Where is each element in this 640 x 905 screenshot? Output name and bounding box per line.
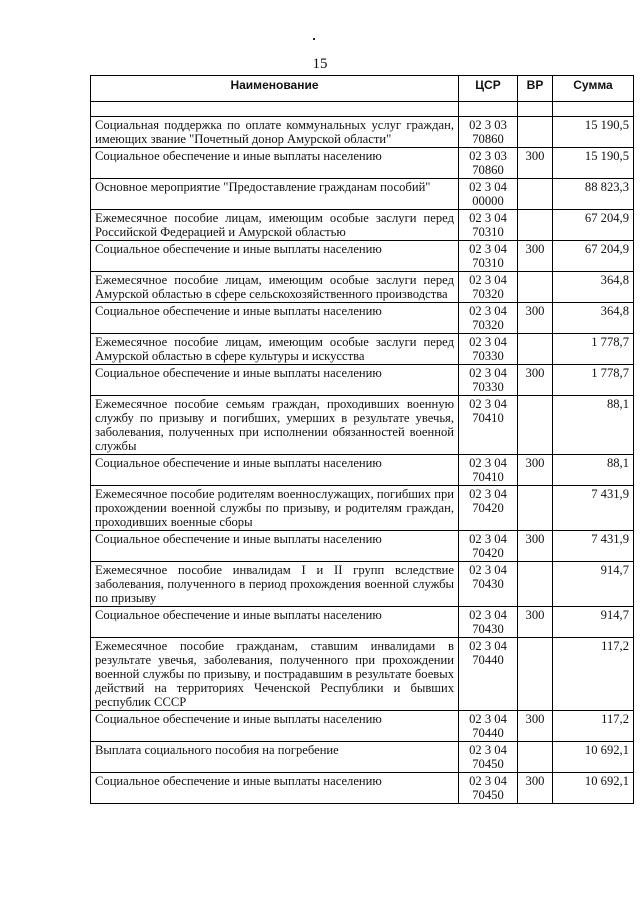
row-name: Социальное обеспечение и иные выплаты населению [91,148,459,179]
row-csr [459,241,518,272]
row-name: Социальное обеспечение и иные выплаты населению [91,365,459,396]
csr-code-part1: 02 3 04 [469,774,507,788]
row-csr [459,607,518,638]
row-name: Ежемесячное пособие семьям граждан, проходивших военную службу по призыву и погибших, умерших в результате увечья, заболевания, полученных при исполнении обязанностей военной службы [91,396,459,455]
row-name: Социальная поддержка по оплате коммунальных услуг граждан, имеющих звание "Почетный донор Амурской области" [91,117,459,148]
csr-code-part1: 02 3 04 [469,211,507,225]
csr-code-part1: 02 3 04 [469,456,507,470]
csr-code-part1: 02 3 04 [469,563,507,577]
row-sum: 15 190,5 [553,148,634,179]
row-vr: 300 [518,455,553,486]
header-csr: ЦСР [459,76,518,102]
csr-code-part1: 02 3 03 [469,118,507,132]
spacer-cell [553,102,634,117]
csr-code-part2: 70440 [472,726,504,740]
csr-code-part1: 02 3 04 [469,180,507,194]
row-vr: 300 [518,148,553,179]
table-spacer-row [91,102,634,117]
row-csr [459,773,518,804]
csr-code-part1: 02 3 04 [469,532,507,546]
row-csr [459,210,518,241]
row-csr [459,638,518,711]
row-sum: 1 778,7 [553,334,634,365]
row-sum: 10 692,1 [553,742,634,773]
csr-code-part1: 02 3 04 [469,397,507,411]
table-row [91,486,634,531]
csr-code-part2: 70310 [472,225,504,239]
row-name: Основное мероприятие "Предоставление гражданам пособий" [91,179,459,210]
table-row [91,742,634,773]
row-name: Ежемесячное пособие гражданам, ставшим инвалидами в результате увечья, заболевания, полученного при прохождении военной службы по призыву, и пострадавшим в результате боевых действий на территориях Чеченской Республики и бывших республик СССР [91,638,459,711]
row-sum: 7 431,9 [553,531,634,562]
row-sum: 364,8 [553,272,634,303]
csr-code-part2: 70330 [472,349,504,363]
row-name: Ежемесячное пособие лицам, имеющим особые заслуги перед Российской Федерацией и Амурской областью [91,210,459,241]
budget-table [90,75,634,804]
table-header-row [91,76,634,102]
row-vr: 300 [518,303,553,334]
row-sum: 117,2 [553,711,634,742]
header-name: Наименование [91,76,459,102]
row-vr [518,334,553,365]
row-csr [459,117,518,148]
row-vr: 300 [518,607,553,638]
row-sum: 67 204,9 [553,241,634,272]
table-row [91,334,634,365]
row-vr [518,742,553,773]
row-csr [459,272,518,303]
spacer-cell [459,102,518,117]
row-vr: 300 [518,711,553,742]
table-row [91,303,634,334]
csr-code-part1: 02 3 03 [469,149,507,163]
csr-code-part2: 70450 [472,788,504,802]
row-sum: 117,2 [553,638,634,711]
row-sum: 10 692,1 [553,773,634,804]
row-sum: 1 778,7 [553,365,634,396]
row-csr [459,148,518,179]
csr-code-part1: 02 3 04 [469,273,507,287]
csr-code-part2: 70440 [472,653,504,667]
row-sum: 914,7 [553,607,634,638]
header-vr: ВР [518,76,553,102]
row-vr: 300 [518,241,553,272]
row-vr: 300 [518,531,553,562]
csr-code-part2: 70310 [472,256,504,270]
row-csr [459,711,518,742]
row-vr: 300 [518,365,553,396]
table-row [91,562,634,607]
csr-code-part1: 02 3 04 [469,242,507,256]
csr-code-part2: 70320 [472,318,504,332]
csr-code-part1: 02 3 04 [469,487,507,501]
table-row [91,179,634,210]
csr-code-part1: 02 3 04 [469,639,507,653]
scan-dot [313,38,315,40]
row-name: Социальное обеспечение и иные выплаты населению [91,607,459,638]
page-number: 15 [312,56,328,72]
row-sum: 914,7 [553,562,634,607]
csr-code-part2: 00000 [472,194,504,208]
row-vr: 300 [518,773,553,804]
row-sum: 7 431,9 [553,486,634,531]
row-sum: 364,8 [553,303,634,334]
row-csr [459,531,518,562]
spacer-cell [518,102,553,117]
table-row [91,365,634,396]
csr-code-part1: 02 3 04 [469,743,507,757]
row-name: Социальное обеспечение и иные выплаты населению [91,455,459,486]
csr-code-part2: 70410 [472,411,504,425]
csr-code-part1: 02 3 04 [469,608,507,622]
table-row [91,241,634,272]
table-row [91,117,634,148]
csr-code-part2: 70860 [472,132,504,146]
row-csr [459,334,518,365]
row-csr [459,486,518,531]
table-body [91,102,634,804]
csr-code-part2: 70430 [472,577,504,591]
row-csr [459,365,518,396]
row-vr [518,179,553,210]
row-vr [518,486,553,531]
table-row [91,396,634,455]
row-name: Ежемесячное пособие лицам, имеющим особые заслуги перед Амурской областью в сфере сельскохозяйственного производства [91,272,459,303]
table-row [91,773,634,804]
row-vr [518,210,553,241]
csr-code-part2: 70450 [472,757,504,771]
csr-code-part2: 70320 [472,287,504,301]
row-name: Социальное обеспечение и иные выплаты населению [91,303,459,334]
row-csr [459,396,518,455]
row-vr [518,638,553,711]
table-row [91,531,634,562]
row-csr [459,742,518,773]
csr-code-part2: 70420 [472,501,504,515]
row-vr [518,117,553,148]
row-name: Социальное обеспечение и иные выплаты населению [91,711,459,742]
csr-code-part1: 02 3 04 [469,335,507,349]
row-csr [459,303,518,334]
row-vr [518,562,553,607]
row-name: Социальное обеспечение и иные выплаты населению [91,773,459,804]
row-vr [518,272,553,303]
row-name: Ежемесячное пособие родителям военнослужащих, погибших при прохождении военной службы по призыву, и родителям граждан, проходивших военные сборы [91,486,459,531]
table-row [91,210,634,241]
csr-code-part1: 02 3 04 [469,712,507,726]
csr-code-part2: 70330 [472,380,504,394]
csr-code-part1: 02 3 04 [469,366,507,380]
row-name: Ежемесячное пособие инвалидам I и II групп вследствие заболевания, полученного в период прохождения военной службы по призыву [91,562,459,607]
row-sum: 88 823,3 [553,179,634,210]
table-row [91,607,634,638]
csr-code-part2: 70410 [472,470,504,484]
header-sum: Сумма [553,76,634,102]
row-name: Выплата социального пособия на погребение [91,742,459,773]
row-name: Социальное обеспечение и иные выплаты населению [91,241,459,272]
row-vr [518,396,553,455]
spacer-cell [91,102,459,117]
row-sum: 88,1 [553,396,634,455]
csr-code-part1: 02 3 04 [469,304,507,318]
row-sum: 67 204,9 [553,210,634,241]
row-name: Ежемесячное пособие лицам, имеющим особые заслуги перед Амурской областью в сфере культуры и искусства [91,334,459,365]
row-csr [459,179,518,210]
table-row [91,272,634,303]
table-row [91,711,634,742]
row-name: Социальное обеспечение и иные выплаты населению [91,531,459,562]
row-sum: 15 190,5 [553,117,634,148]
table-row [91,148,634,179]
row-sum: 88,1 [553,455,634,486]
csr-code-part2: 70430 [472,622,504,636]
csr-code-part2: 70860 [472,163,504,177]
row-csr [459,562,518,607]
table-row [91,638,634,711]
table-row [91,455,634,486]
row-csr [459,455,518,486]
csr-code-part2: 70420 [472,546,504,560]
